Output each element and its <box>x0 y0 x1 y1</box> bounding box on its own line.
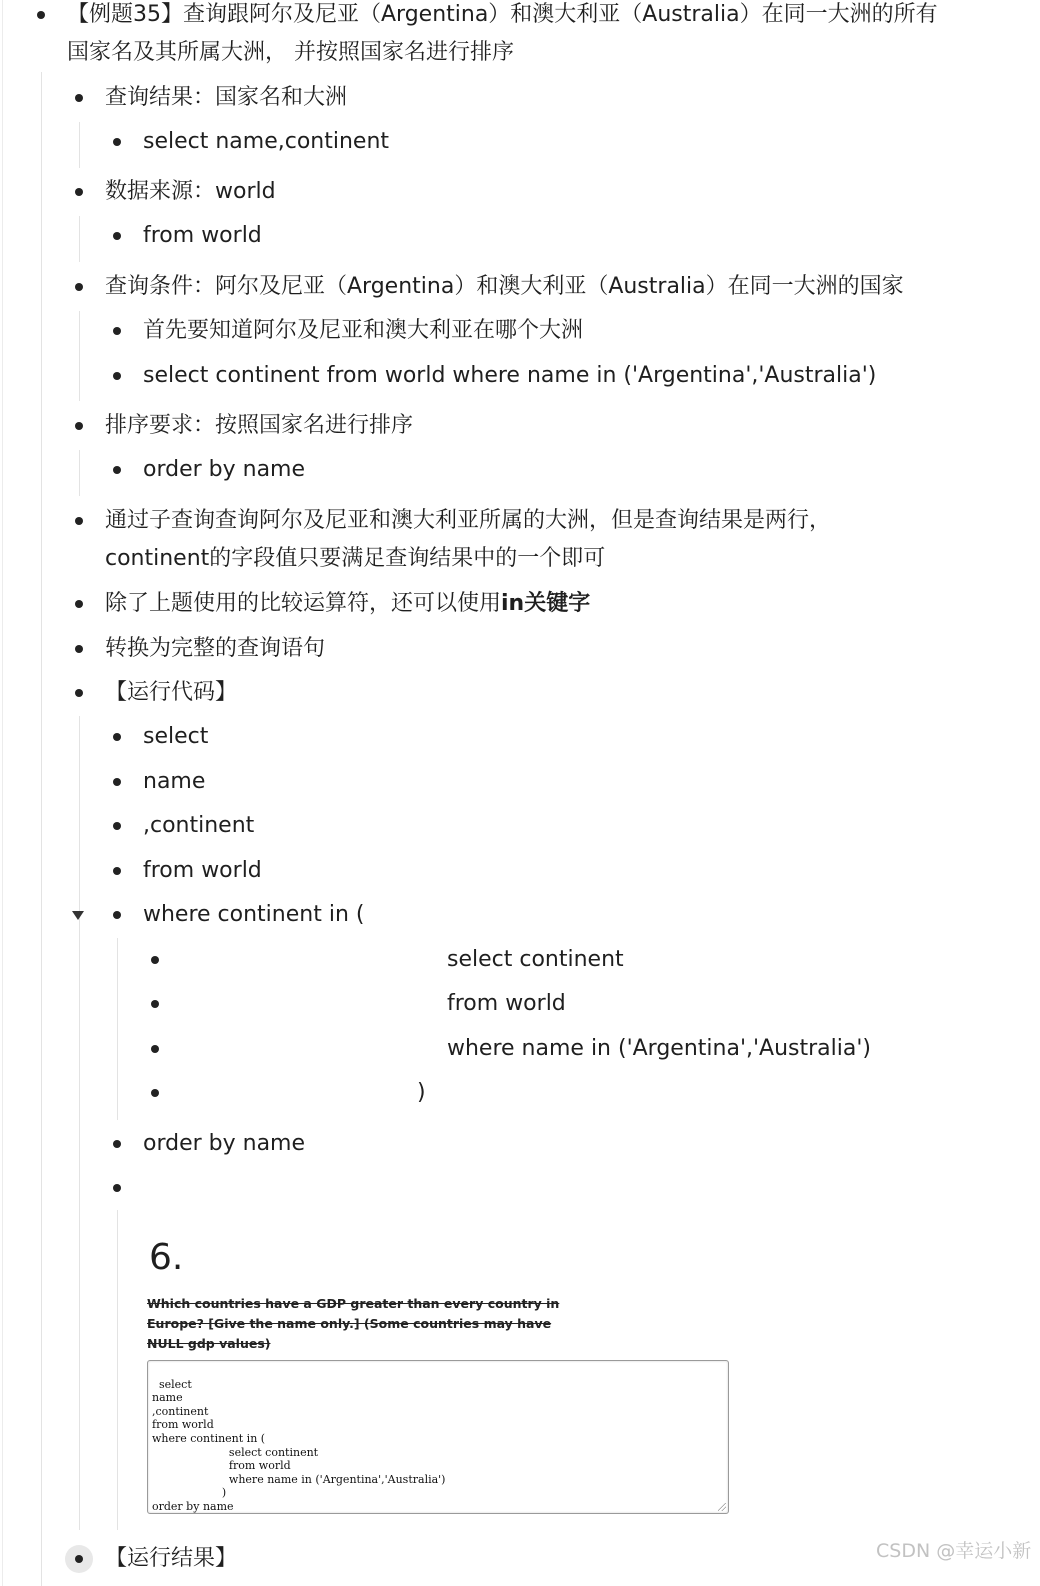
card-question-line: NULL gdp values) <box>147 1336 271 1351</box>
bullet <box>75 1555 83 1563</box>
list-item: 【运行代码】 <box>105 680 238 705</box>
card-question-line: Europe? [Give the name only.] (Some countries may have <box>147 1316 552 1331</box>
bullet <box>37 11 45 19</box>
indent-guide <box>117 1210 118 1530</box>
bullet <box>75 422 83 430</box>
list-item: select continent <box>447 947 624 972</box>
list-item-bold: in关键字 <box>501 591 591 616</box>
list-item: 通过子查询查询阿尔及尼亚和澳大利亚所属的大洲，但是查询结果是两行， <box>105 508 832 533</box>
left-border <box>2 0 3 1586</box>
code-text: select name ,continent from world where continent in ( select continent from world where name in ('Argentina','Australia') ) order by name <box>152 1377 446 1513</box>
list-item: name <box>143 769 206 794</box>
bullet <box>113 733 121 741</box>
bullet <box>151 1089 159 1097</box>
card-question-line: Which countries have a GDP greater than every country in <box>147 1296 560 1311</box>
bullet <box>75 689 83 697</box>
bullet <box>151 1045 159 1053</box>
watermark: CSDN @幸运小新 <box>876 1540 1032 1562</box>
bullet <box>113 1140 121 1148</box>
list-item: order by name <box>143 1131 306 1156</box>
bullet <box>75 645 83 653</box>
bullet <box>75 94 83 102</box>
card-number: 6. <box>149 1237 184 1278</box>
list-item: where name in ('Argentina','Australia') <box>447 1036 871 1061</box>
list-item: 【例题35】查询跟阿尔及尼亚（Argentina）和澳大利亚（Australia）在同一大洲的所有 <box>67 2 938 27</box>
bullet <box>113 327 121 335</box>
list-item: order by name <box>143 457 306 482</box>
list-item: ,continent <box>143 813 255 838</box>
list-item: select continent from world where name in ('Argentina','Australia') <box>143 363 877 388</box>
indent-guide <box>79 450 80 496</box>
bullet <box>113 778 121 786</box>
list-item: 转换为完整的查询语句 <box>105 636 326 661</box>
bullet <box>75 283 83 291</box>
list-item: ) <box>417 1080 426 1105</box>
list-item: 【运行结果】 <box>105 1546 238 1571</box>
code-textarea[interactable] <box>147 1360 729 1514</box>
bullet <box>113 867 121 875</box>
list-item: 国家名及其所属大洲， 并按照国家名进行排序 <box>67 40 514 65</box>
list-item: 排序要求：按照国家名进行排序 <box>105 413 414 438</box>
list-item: continent的字段值只要满足查询结果中的一个即可 <box>105 546 606 571</box>
bullet <box>113 822 121 830</box>
indent-guide <box>79 311 80 401</box>
bullet <box>75 517 83 525</box>
indent-guide <box>117 938 118 1120</box>
bullet <box>75 600 83 608</box>
bullet <box>113 1184 121 1192</box>
bullet <box>75 188 83 196</box>
collapse-toggle-icon[interactable] <box>72 911 84 920</box>
resize-grip-icon[interactable] <box>718 1503 726 1511</box>
list-item: 查询条件：阿尔及尼亚（Argentina）和澳大利亚（Australia）在同一大洲的国家 <box>105 274 904 299</box>
bullet <box>113 232 121 240</box>
list-item: where continent in ( <box>143 902 365 927</box>
list-item: from world <box>143 223 262 248</box>
list-item: 查询结果：国家名和大洲 <box>105 85 348 110</box>
indent-guide <box>79 122 80 168</box>
list-item: from world <box>143 858 262 883</box>
list-item-text: 除了上题使用的比较运算符，还可以使用 <box>105 591 502 616</box>
list-item: select name,continent <box>143 129 390 154</box>
bullet <box>151 1000 159 1008</box>
indent-guide <box>79 716 80 1530</box>
bullet <box>151 956 159 964</box>
list-item <box>105 585 590 623</box>
list-item: select <box>143 724 209 749</box>
list-item: 首先要知道阿尔及尼亚和澳大利亚在哪个大洲 <box>143 318 584 343</box>
bullet <box>113 372 121 380</box>
list-item: 数据来源：world <box>105 179 276 204</box>
indent-guide <box>41 72 42 1586</box>
bullet <box>113 911 121 919</box>
bullet <box>113 138 121 146</box>
bullet <box>113 466 121 474</box>
indent-guide <box>79 216 80 262</box>
list-item: from world <box>447 991 566 1016</box>
